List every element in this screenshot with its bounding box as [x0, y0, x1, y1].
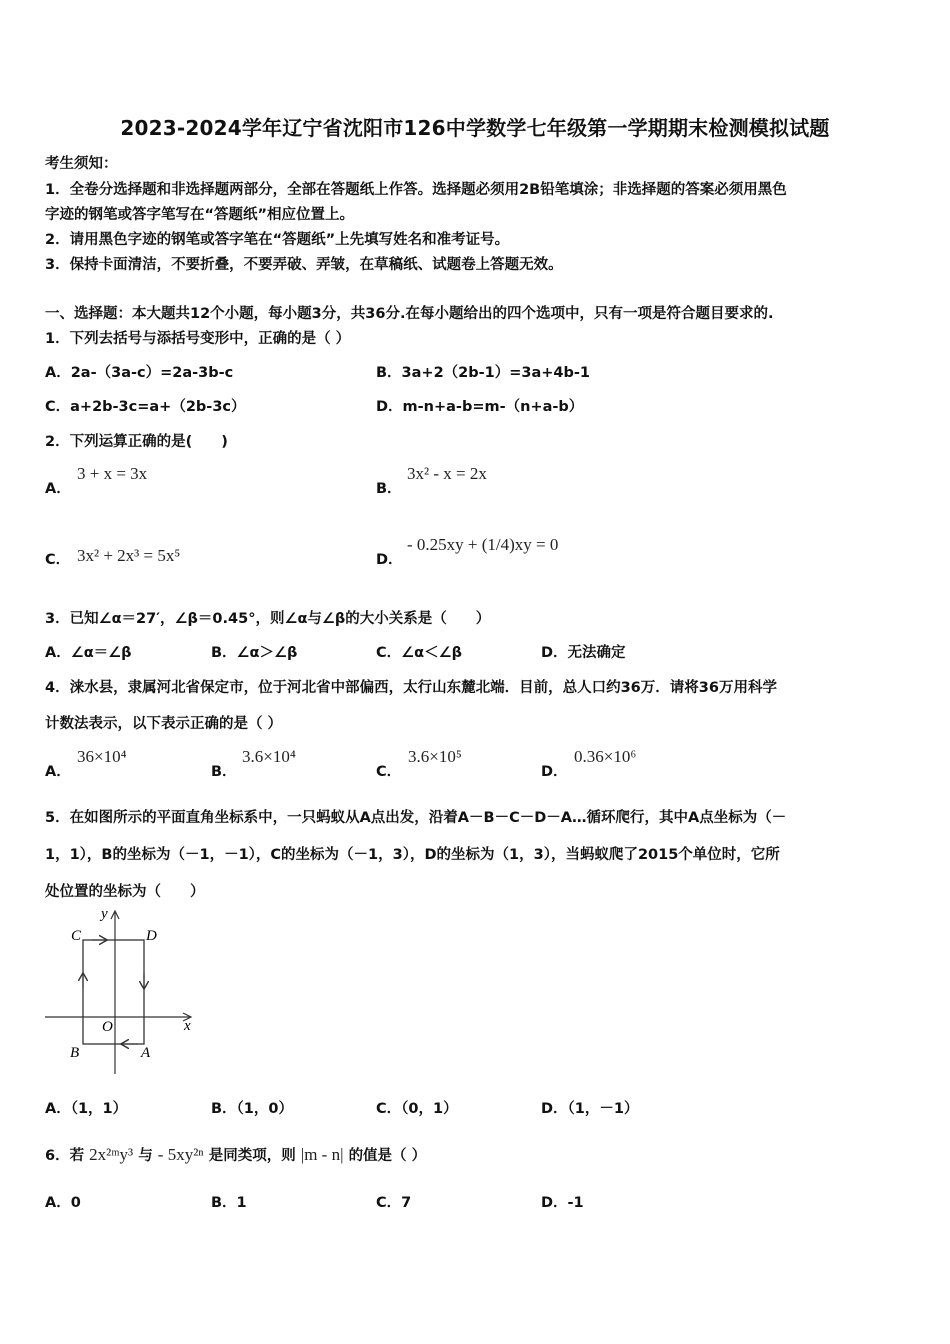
label-origin: O	[102, 1019, 113, 1035]
question-4-stem-line-1: 4．涞水县，隶属河北省保定市，位于河北省中部偏西，太行山东麓北端．目前，总人口约36万．请将36万用科学	[45, 680, 777, 696]
question-2-option-d-label: D．	[376, 552, 403, 568]
question-6-option-c: C．7	[376, 1195, 412, 1211]
question-6-mid-2: 是同类项，则	[208, 1148, 296, 1164]
question-5-stem-line-1: 5．在如图所示的平面直角坐标系中，一只蚂蚁从A点出发，沿着A－B－C－D－A…循环爬行，其中A点坐标为（－	[45, 810, 787, 826]
question-6-prefix: 6．若	[45, 1148, 85, 1164]
math-expression: 3 + x = 3x	[77, 464, 148, 483]
question-1-option-d: D．m-n+a-b=m-（n+a-b）	[376, 399, 584, 415]
question-2-option-b-math	[407, 464, 487, 484]
label-point-b: B	[70, 1045, 80, 1061]
question-4-option-b-math	[242, 747, 296, 767]
label-point-d: D	[146, 928, 157, 944]
label-point-a: A	[141, 1045, 151, 1061]
question-6-term-2: - 5xy²ⁿ	[157, 1145, 204, 1164]
rectangle-path	[83, 940, 144, 1044]
question-2-option-a-label: A．	[45, 481, 71, 497]
notice-item-1-line-2: 字迹的钢笔或答字笔写在“答题纸”相应位置上。	[45, 207, 355, 223]
question-2-option-c-label: C．	[45, 552, 71, 568]
question-6-option-b: B．1	[211, 1195, 247, 1211]
question-5-stem-line-2: 1，1），B的坐标为（－1，－1），C的坐标为（－1，3），D的坐标为（1，3），当蚂蚁爬了2015个单位时，它所	[45, 847, 780, 863]
question-2-option-d-math	[407, 535, 558, 555]
question-2-option-a-math	[77, 464, 147, 484]
question-6-term-1: 2x²ᵐy³	[89, 1145, 134, 1164]
question-6-suffix: 的值是（ ）	[348, 1148, 427, 1164]
question-5-option-d: D．（1，－1）	[541, 1101, 639, 1117]
question-2-option-c-math	[77, 546, 180, 566]
notice-heading: 考生须知：	[45, 156, 118, 172]
question-3-option-c: C．∠α＜∠β	[376, 645, 462, 661]
question-6-mid: 与	[138, 1148, 153, 1164]
question-1-option-b: B．3a+2（2b-1）=3a+4b-1	[376, 365, 590, 381]
question-3-option-d: D．无法确定	[541, 645, 626, 661]
label-y: y	[101, 906, 108, 922]
question-5-option-b: B．（1，0）	[211, 1101, 293, 1117]
question-1-option-c: C．a+2b-3c=a+（2b-3c）	[45, 399, 246, 415]
question-4-option-c-math	[408, 747, 462, 767]
question-5-option-a: A．（1，1）	[45, 1101, 128, 1117]
question-3-option-a: A．∠α＝∠β	[45, 645, 132, 661]
notice-item-2: 2．请用黑色字迹的钢笔或答字笔在“答题纸”上先填写姓名和准考证号。	[45, 232, 510, 248]
question-4-stem-line-2: 计数法表示，以下表示正确的是（ ）	[45, 716, 283, 732]
math-expression: - 0.25xy + (1/4)xy = 0	[407, 535, 559, 554]
question-5-option-c: C．（0，1）	[376, 1101, 458, 1117]
question-6-option-a: A．0	[45, 1195, 81, 1211]
question-4-option-b-label: B．	[211, 764, 237, 780]
question-4-option-c-label: C．	[376, 764, 402, 780]
math-expression: 3.6×10⁵	[408, 747, 462, 766]
question-4-option-a-math	[77, 747, 127, 767]
math-expression: 36×10⁴	[77, 747, 127, 766]
label-point-c: C	[71, 928, 82, 944]
notice-item-1-line-1: 1．全卷分选择题和非选择题两部分，全部在答题纸上作答。选择题必须用2B铅笔填涂；非选择题的答案必须用黑色	[45, 182, 787, 198]
question-1-option-a: A．2a-（3a-c）=2a-3b-c	[45, 365, 234, 381]
notice-item-3: 3．保持卡面清洁，不要折叠，不要弄破、弄皱，在草稿纸、试题卷上答题无效。	[45, 257, 563, 273]
math-expression: 3x² - x = 2x	[407, 464, 487, 483]
label-x: x	[184, 1018, 191, 1034]
page-title: 2023-2024学年辽宁省沈阳市126中学数学七年级第一学期期末检测模拟试题	[120, 116, 830, 140]
question-4-option-d-label: D．	[541, 764, 568, 780]
question-3-option-b: B．∠α＞∠β	[211, 645, 298, 661]
math-expression: 0.36×10⁶	[574, 747, 637, 766]
question-6-option-d: D．-1	[541, 1195, 584, 1211]
math-expression: 3.6×10⁴	[242, 747, 296, 766]
section-heading: 一、选择题：本大题共12个小题，每小题3分，共36分.在每小题给出的四个选项中，只有一项是符合题目要求的.	[45, 306, 774, 322]
question-4-option-d-math	[574, 747, 636, 767]
question-6-stem	[45, 1144, 426, 1165]
question-2-stem: 2．下列运算正确的是( )	[45, 434, 228, 450]
question-3-stem: 3．已知∠α＝27′，∠β＝0.45°，则∠α与∠β的大小关系是（ ）	[45, 611, 491, 627]
math-expression: 3x² + 2x³ = 5x⁵	[77, 546, 181, 565]
question-2-option-b-label: B．	[376, 481, 402, 497]
question-6-abs: |m - n|	[300, 1145, 344, 1164]
question-1-stem: 1．下列去括号与添括号变形中，正确的是（ ）	[45, 331, 351, 347]
question-4-option-a-label: A．	[45, 764, 71, 780]
question-5-stem-line-3: 处位置的坐标为（ ）	[45, 884, 205, 900]
coordinate-figure	[40, 902, 200, 1077]
